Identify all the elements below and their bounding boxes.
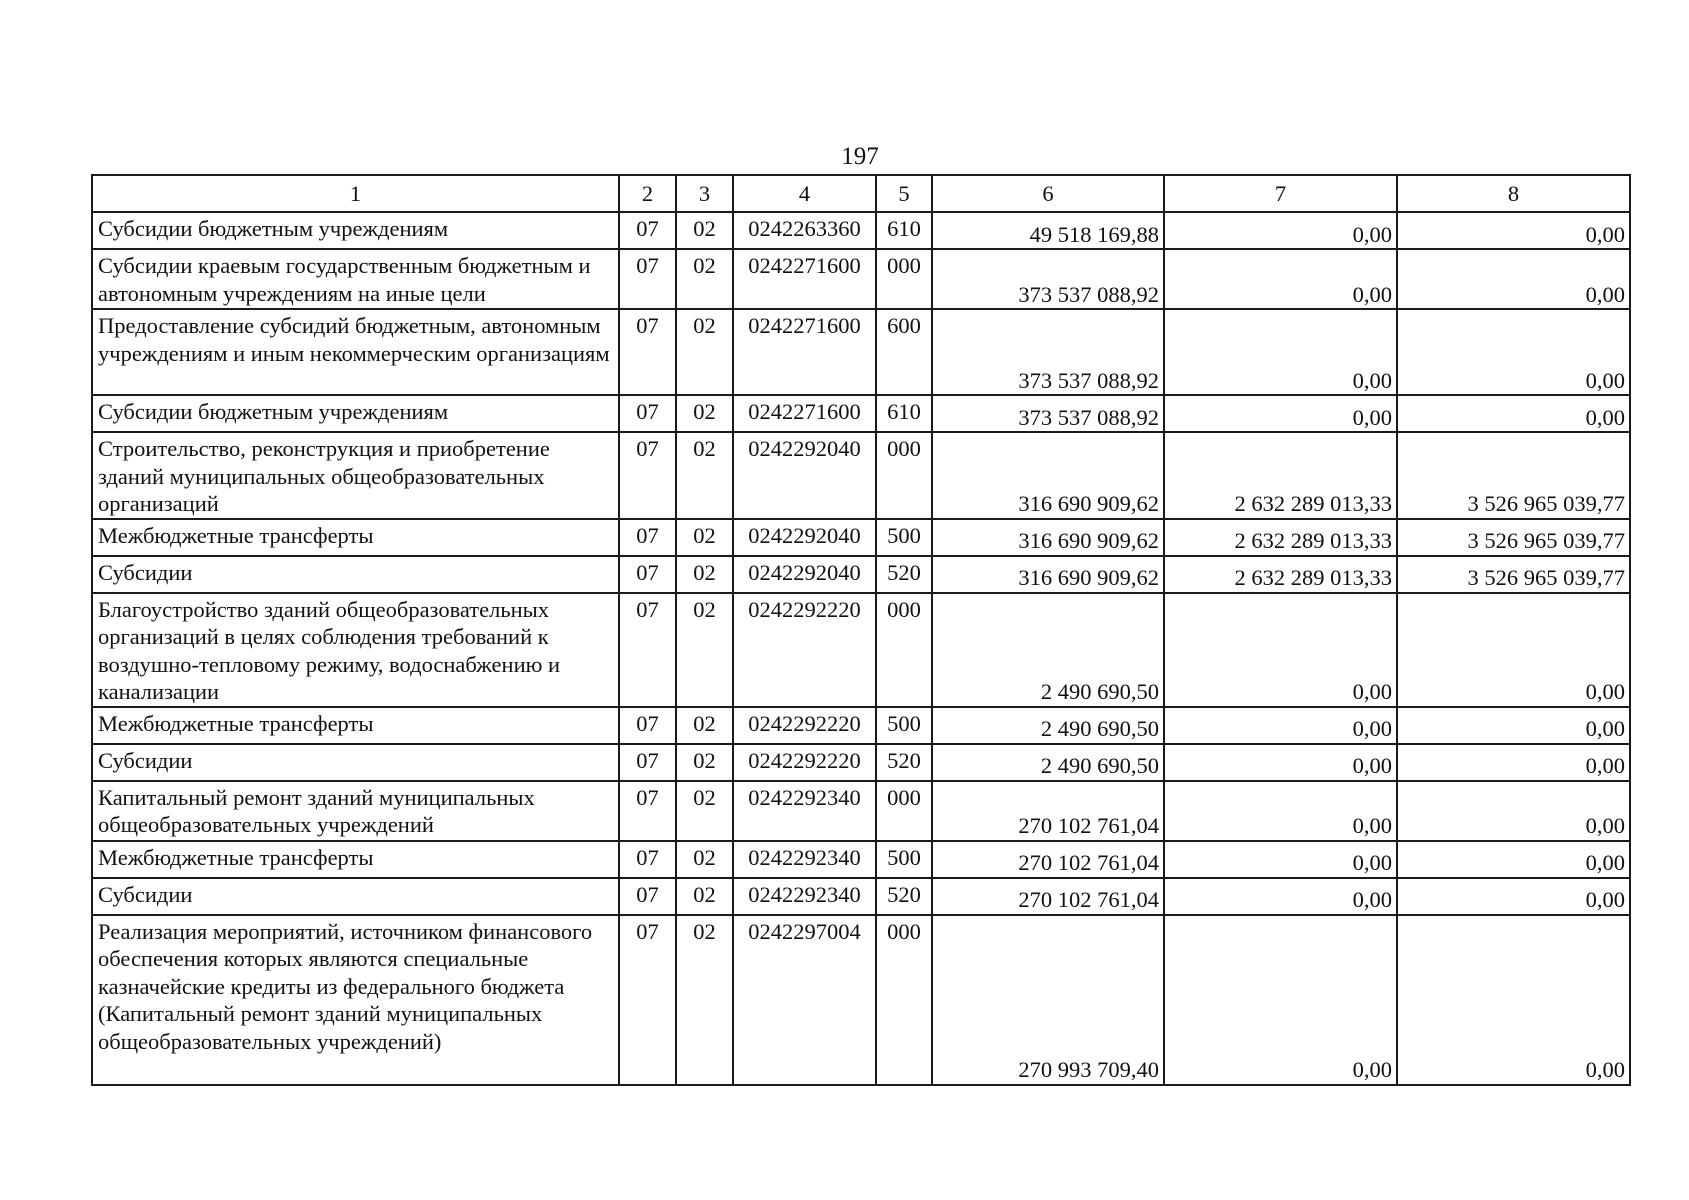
amount-col8: 0,00 bbox=[1397, 841, 1630, 878]
amount-col6: 270 102 761,04 bbox=[932, 841, 1164, 878]
section-code: 07 bbox=[619, 841, 676, 878]
amount-col7: 0,00 bbox=[1164, 593, 1397, 707]
subsection-code: 02 bbox=[676, 841, 733, 878]
expense-type-code: 000 bbox=[876, 781, 932, 841]
expense-name: Субсидии краевым государственным бюджетным и автономным учреждениям на иные цели bbox=[92, 249, 619, 309]
amount-col6: 270 102 761,04 bbox=[932, 781, 1164, 841]
section-code: 07 bbox=[619, 556, 676, 593]
table-row bbox=[92, 915, 1630, 1085]
page-number: 197 bbox=[841, 143, 879, 170]
expense-type-code: 000 bbox=[876, 915, 932, 1085]
subsection-code: 02 bbox=[676, 249, 733, 309]
target-article-code: 0242292220 bbox=[733, 593, 876, 707]
amount-col7: 0,00 bbox=[1164, 249, 1397, 309]
amount-col7: 0,00 bbox=[1164, 841, 1397, 878]
target-article-code: 0242292340 bbox=[733, 878, 876, 915]
target-article-code: 0242292040 bbox=[733, 519, 876, 556]
budget-table bbox=[91, 174, 1631, 1086]
section-code: 07 bbox=[619, 744, 676, 781]
amount-col7: 0,00 bbox=[1164, 309, 1397, 395]
table-row bbox=[92, 744, 1630, 781]
target-article-code: 0242292040 bbox=[733, 556, 876, 593]
expense-type-code: 500 bbox=[876, 519, 932, 556]
target-article-code: 0242263360 bbox=[733, 212, 876, 249]
section-code: 07 bbox=[619, 432, 676, 519]
section-code: 07 bbox=[619, 249, 676, 309]
section-code: 07 bbox=[619, 593, 676, 707]
amount-col7: 0,00 bbox=[1164, 212, 1397, 249]
subsection-code: 02 bbox=[676, 744, 733, 781]
amount-col8: 0,00 bbox=[1397, 744, 1630, 781]
subsection-code: 02 bbox=[676, 915, 733, 1085]
column-header: 4 bbox=[733, 175, 876, 212]
expense-name: Межбюджетные трансферты bbox=[92, 841, 619, 878]
expense-type-code: 500 bbox=[876, 841, 932, 878]
subsection-code: 02 bbox=[676, 309, 733, 395]
subsection-code: 02 bbox=[676, 593, 733, 707]
table-row bbox=[92, 781, 1630, 841]
amount-col7: 2 632 289 013,33 bbox=[1164, 519, 1397, 556]
section-code: 07 bbox=[619, 395, 676, 432]
subsection-code: 02 bbox=[676, 395, 733, 432]
target-article-code: 0242292220 bbox=[733, 744, 876, 781]
subsection-code: 02 bbox=[676, 878, 733, 915]
target-article-code: 0242292340 bbox=[733, 841, 876, 878]
table-row bbox=[92, 309, 1630, 395]
section-code: 07 bbox=[619, 915, 676, 1085]
amount-col7: 0,00 bbox=[1164, 707, 1397, 744]
amount-col8: 0,00 bbox=[1397, 249, 1630, 309]
expense-name: Субсидии бюджетным учреждениям bbox=[92, 395, 619, 432]
expense-type-code: 500 bbox=[876, 707, 932, 744]
amount-col8: 0,00 bbox=[1397, 212, 1630, 249]
section-code: 07 bbox=[619, 707, 676, 744]
target-article-code: 0242271600 bbox=[733, 249, 876, 309]
section-code: 07 bbox=[619, 878, 676, 915]
expense-name: Реализация мероприятий, источником финансового обеспечения которых являются специальные казначейские кредиты из федерального бюджета (Капитальный ремонт зданий муниципальных общеобразовательных учреждений) bbox=[92, 915, 619, 1085]
amount-col7: 0,00 bbox=[1164, 878, 1397, 915]
amount-col6: 373 537 088,92 bbox=[932, 249, 1164, 309]
amount-col7: 0,00 bbox=[1164, 744, 1397, 781]
expense-name: Субсидии bbox=[92, 556, 619, 593]
table-header-row bbox=[92, 175, 1630, 212]
expense-name: Строительство, реконструкция и приобретение зданий муниципальных общеобразовательных организаций bbox=[92, 432, 619, 519]
table-row bbox=[92, 707, 1630, 744]
expense-name: Субсидии bbox=[92, 878, 619, 915]
subsection-code: 02 bbox=[676, 707, 733, 744]
column-header: 3 bbox=[676, 175, 733, 212]
column-header: 2 bbox=[619, 175, 676, 212]
target-article-code: 0242292040 bbox=[733, 432, 876, 519]
column-header: 8 bbox=[1397, 175, 1630, 212]
amount-col6: 2 490 690,50 bbox=[932, 744, 1164, 781]
table-row bbox=[92, 593, 1630, 707]
amount-col6: 270 993 709,40 bbox=[932, 915, 1164, 1085]
expense-type-code: 610 bbox=[876, 212, 932, 249]
amount-col8: 0,00 bbox=[1397, 707, 1630, 744]
subsection-code: 02 bbox=[676, 212, 733, 249]
table-row bbox=[92, 395, 1630, 432]
column-header: 5 bbox=[876, 175, 932, 212]
table-row bbox=[92, 212, 1630, 249]
expense-name: Межбюджетные трансферты bbox=[92, 519, 619, 556]
amount-col7: 0,00 bbox=[1164, 395, 1397, 432]
table-row bbox=[92, 519, 1630, 556]
subsection-code: 02 bbox=[676, 781, 733, 841]
amount-col8: 0,00 bbox=[1397, 395, 1630, 432]
expense-name: Благоустройство зданий общеобразовательных организаций в целях соблюдения требований к воздушно-тепловому режиму, водоснабжению и канализации bbox=[92, 593, 619, 707]
amount-col7: 0,00 bbox=[1164, 781, 1397, 841]
section-code: 07 bbox=[619, 212, 676, 249]
expense-name: Капитальный ремонт зданий муниципальных общеобразовательных учреждений bbox=[92, 781, 619, 841]
target-article-code: 0242271600 bbox=[733, 309, 876, 395]
amount-col6: 373 537 088,92 bbox=[932, 395, 1164, 432]
amount-col6: 316 690 909,62 bbox=[932, 519, 1164, 556]
subsection-code: 02 bbox=[676, 519, 733, 556]
amount-col6: 2 490 690,50 bbox=[932, 707, 1164, 744]
amount-col6: 270 102 761,04 bbox=[932, 878, 1164, 915]
amount-col6: 373 537 088,92 bbox=[932, 309, 1164, 395]
table-row bbox=[92, 841, 1630, 878]
section-code: 07 bbox=[619, 519, 676, 556]
table-row bbox=[92, 878, 1630, 915]
amount-col6: 316 690 909,62 bbox=[932, 432, 1164, 519]
expense-name: Субсидии bbox=[92, 744, 619, 781]
section-code: 07 bbox=[619, 781, 676, 841]
expense-type-code: 000 bbox=[876, 249, 932, 309]
amount-col6: 316 690 909,62 bbox=[932, 556, 1164, 593]
amount-col8: 0,00 bbox=[1397, 878, 1630, 915]
subsection-code: 02 bbox=[676, 556, 733, 593]
target-article-code: 0242297004 bbox=[733, 915, 876, 1085]
amount-col8: 0,00 bbox=[1397, 309, 1630, 395]
expense-name: Субсидии бюджетным учреждениям bbox=[92, 212, 619, 249]
amount-col8: 0,00 bbox=[1397, 781, 1630, 841]
amount-col8: 0,00 bbox=[1397, 915, 1630, 1085]
table-row bbox=[92, 432, 1630, 519]
expense-type-code: 520 bbox=[876, 556, 932, 593]
amount-col8: 3 526 965 039,77 bbox=[1397, 556, 1630, 593]
expense-type-code: 600 bbox=[876, 309, 932, 395]
expense-type-code: 610 bbox=[876, 395, 932, 432]
amount-col6: 49 518 169,88 bbox=[932, 212, 1164, 249]
column-header: 1 bbox=[92, 175, 619, 212]
expense-type-code: 520 bbox=[876, 878, 932, 915]
expense-name: Предоставление субсидий бюджетным, автономным учреждениям и иным некоммерческим организациям bbox=[92, 309, 619, 395]
amount-col7: 2 632 289 013,33 bbox=[1164, 556, 1397, 593]
target-article-code: 0242271600 bbox=[733, 395, 876, 432]
expense-type-code: 000 bbox=[876, 593, 932, 707]
amount-col8: 3 526 965 039,77 bbox=[1397, 432, 1630, 519]
subsection-code: 02 bbox=[676, 432, 733, 519]
expense-type-code: 000 bbox=[876, 432, 932, 519]
target-article-code: 0242292220 bbox=[733, 707, 876, 744]
amount-col8: 3 526 965 039,77 bbox=[1397, 519, 1630, 556]
section-code: 07 bbox=[619, 309, 676, 395]
amount-col8: 0,00 bbox=[1397, 593, 1630, 707]
column-header: 6 bbox=[932, 175, 1164, 212]
table-row bbox=[92, 556, 1630, 593]
amount-col7: 2 632 289 013,33 bbox=[1164, 432, 1397, 519]
amount-col6: 2 490 690,50 bbox=[932, 593, 1164, 707]
amount-col7: 0,00 bbox=[1164, 915, 1397, 1085]
expense-name: Межбюджетные трансферты bbox=[92, 707, 619, 744]
column-header: 7 bbox=[1164, 175, 1397, 212]
table-row bbox=[92, 249, 1630, 309]
target-article-code: 0242292340 bbox=[733, 781, 876, 841]
expense-type-code: 520 bbox=[876, 744, 932, 781]
